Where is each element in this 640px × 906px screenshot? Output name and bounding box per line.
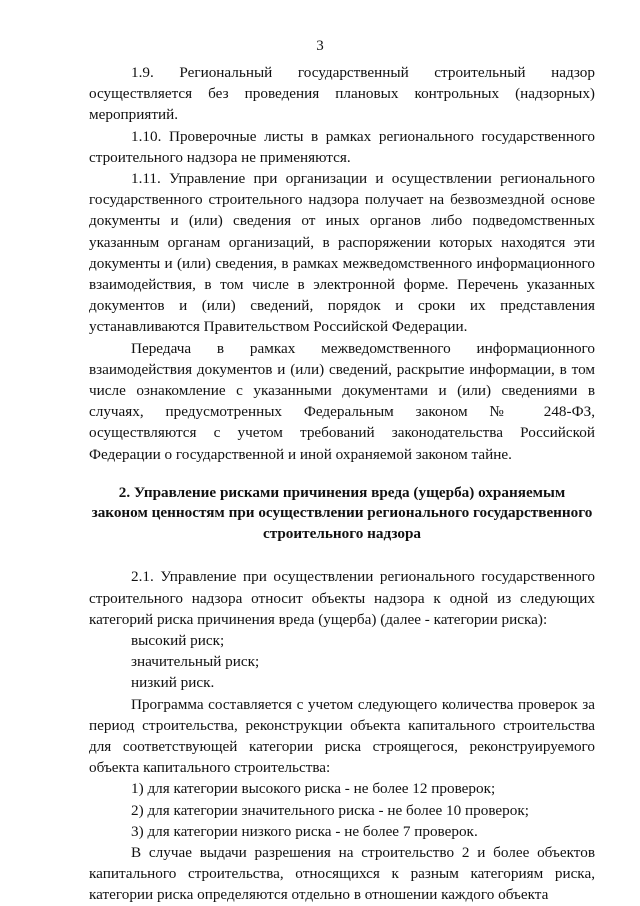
paragraph-transfer: Передача в рамках межведомственного информационного взаимодействия документов и (или) сведений, раскрытие информации, в том числе ознакомление с указанными документами и (или) сведениями в случаях, предусмотренных Федеральным законом № 248-ФЗ, осуществляются с учетом требований законодательства Российской Федерации о государственной и иной охраняемой законом тайне. (89, 339, 595, 463)
limit-low-risk: 3) для категории низкого риска - не более 7 проверок. (131, 822, 478, 840)
limit-high-risk: 1) для категории высокого риска - не более 12 проверок; (131, 780, 496, 798)
risk-category-high: высокий риск; (131, 631, 225, 649)
document-body (89, 62, 595, 906)
paragraph-1-11: 1.11. Управление при организации и осуществлении регионального государственного строительного надзора получает на безвозмездной основе документы и (или) сведения от иных органов либо подведомственных указанным органам организаций, в распоряжении которых находятся эти документы и (или) сведения, в рамках межведомственного информационного взаимодействия, в том числе в электронной форме. Перечень указанных документов и (или) сведений, порядок и сроки их представления устанавливаются Правительством Российской Федерации. (89, 170, 595, 336)
page-number: 3 (316, 38, 324, 54)
paragraph-1-10: 1.10. Проверочные листы в рамках регионального государственного строительного надзора не применяются. (89, 127, 595, 166)
paragraph-permits: В случае выдачи разрешения на строительство 2 и более объектов капитального строительства, относящихся к разным категориям риска, категории риска определяются отдельно в отношении каждого объекта (89, 844, 595, 904)
limit-significant-risk: 2) для категории значительного риска - не более 10 проверок; (131, 801, 529, 819)
paragraph-program: Программа составляется с учетом следующего количества проверок за период строительства, реконструкции объекта капитального строительства для соответствующей категории риска строящегося, реконструируемого объекта капитального строительства: (89, 695, 595, 777)
paragraph-1-9: 1.9. Региональный государственный строительный надзор осуществляется без проведения плановых контрольных (надзорных) мероприятий. (89, 64, 595, 124)
paragraph-2-1: 2.1. Управление при осуществлении регионального государственного строительного надзора относит объекты надзора к одной из следующих категорий риска причинения вреда (ущерба) (далее - категории риска): (89, 568, 595, 628)
risk-category-significant: значительный риск; (131, 653, 260, 671)
risk-category-low: низкий риск. (131, 674, 215, 692)
section-heading: 2. Управление рисками причинения вреда (ущерба) охраняемым законом ценностям при осуществлении регионального государственного строительного надзора (91, 483, 593, 542)
